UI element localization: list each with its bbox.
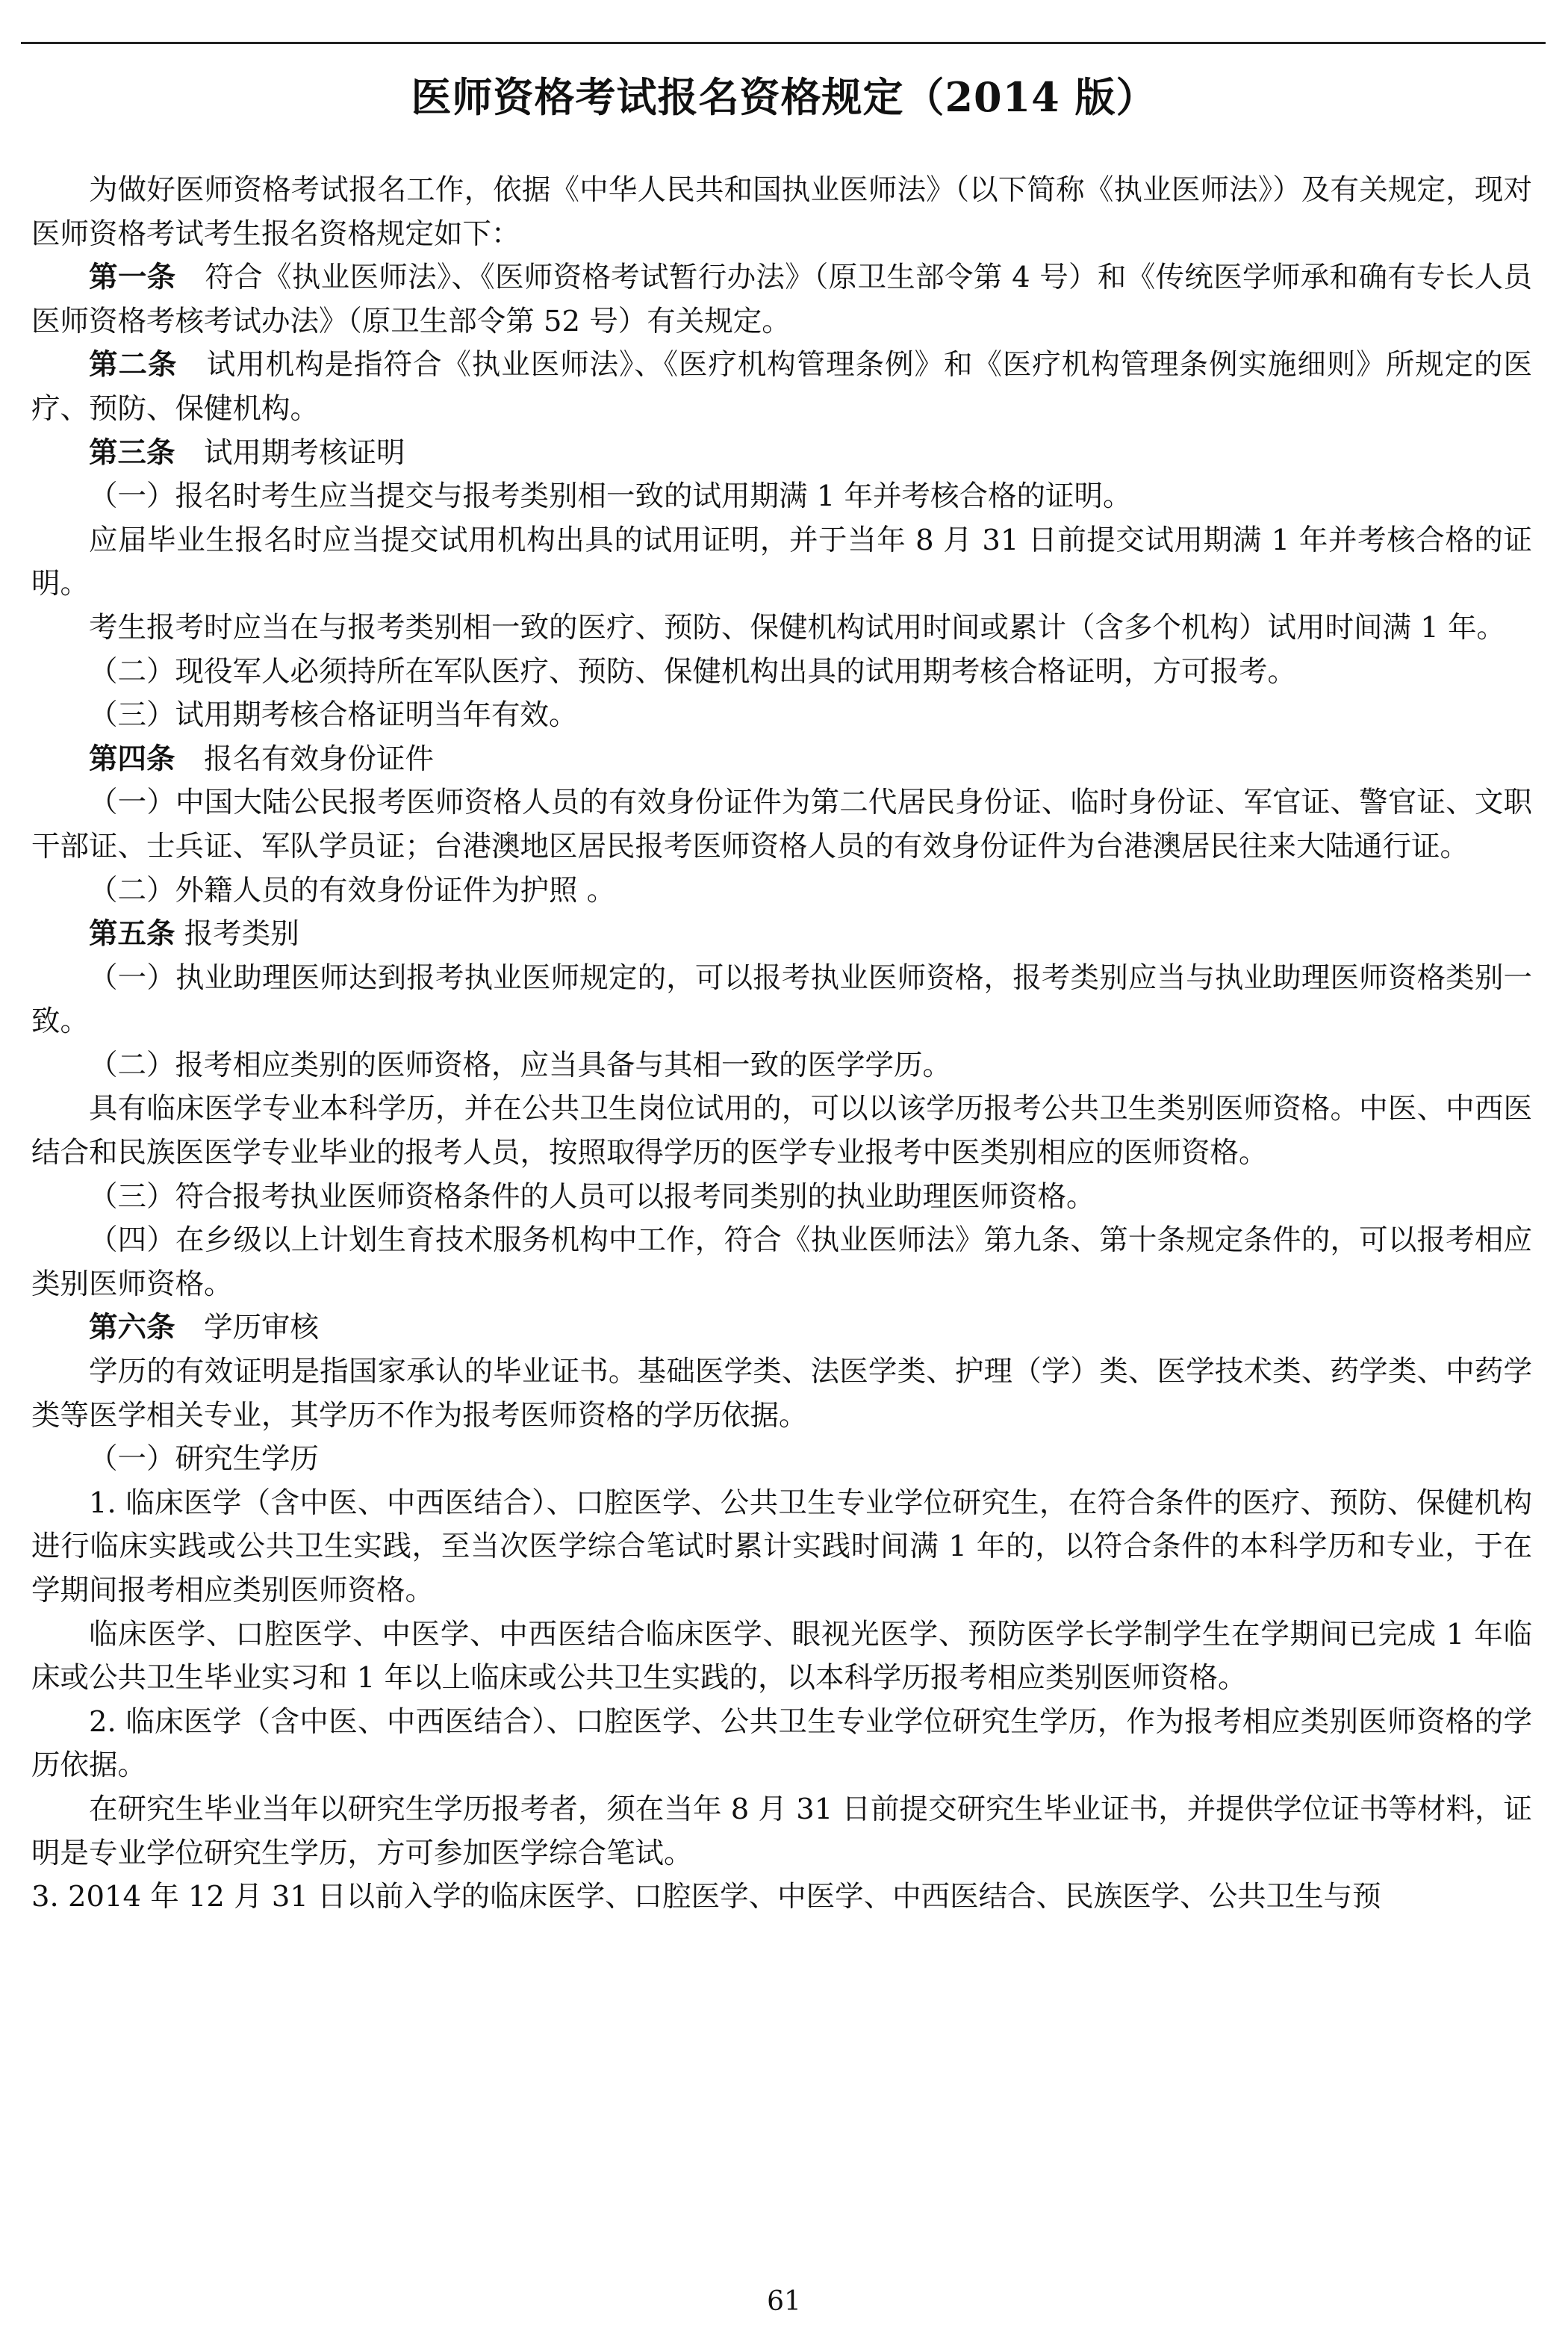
top-rule <box>21 42 1546 44</box>
paragraph: 3. 2014 年 12 月 31 日以前入学的临床医学、口腔医学、中医学、中西医结合、民族医学、公共卫生与预 <box>31 1880 1381 1914</box>
article-label: 第三条 <box>89 435 175 470</box>
paragraph: （三）符合报考执业医师资格条件的人员可以报考同类别的执业助理医师资格。 <box>89 1179 1095 1214</box>
paragraph: 具有临床医学专业本科学历，并在公共卫生岗位试用的，可以以该学历报考公共卫生类别医师资格。中医、中西医结合和民族医医学专业毕业的报考人员，按照取得学历的医学专业报考中医类别相应的医师资格。 <box>31 1092 1532 1170</box>
article-6: 第六条 学历审核 <box>89 1311 320 1345</box>
paragraph: （四）在乡级以上计划生育技术服务机构中工作，符合《执业医师法》第九条、第十条规定条件的，可以报考相应类别医师资格。 <box>31 1223 1532 1301</box>
article-4: 第四条 报名有效身份证件 <box>89 742 435 776</box>
paragraph: 1. 临床医学（含中医、中西医结合）、口腔医学、公共卫生专业学位研究生，在符合条件的医疗、预防、保健机构进行临床实践或公共卫生实践，至当次医学综合笔试时累计实践时间满 1 年的，以符合条件的本科学历和专业，于在学期间报考相应类别医师资格。 <box>31 1486 1532 1607</box>
document-title: 医师资格考试报名资格规定（2014 版） <box>411 73 1157 121</box>
article-1: 第一条 符合《执业医师法》、《医师资格考试暂行办法》（原卫生部令第 4 号）和《传统医学师承和确有专长人员医师资格考核考试办法》（原卫生部令第 52 号）有关规定。 <box>31 261 1532 338</box>
paragraph: 在研究生毕业当年以研究生学历报考者，须在当年 8 月 31 日前提交研究生毕业证书，并提供学位证书等材料，证明是专业学位研究生学历，方可参加医学综合笔试。 <box>31 1792 1532 1870</box>
paragraph: 应届毕业生报名时应当提交试用机构出具的试用证明，并于当年 8 月 31 日前提交试用期满 1 年并考核合格的证明。 <box>31 523 1532 601</box>
article-label: 第二条 <box>89 348 178 382</box>
article-label: 第一条 <box>89 261 176 295</box>
page-number: 61 <box>767 2286 801 2317</box>
paragraph: （一）报名时考生应当提交与报考类别相一致的试用期满 1 年并考核合格的证明。 <box>89 480 1132 514</box>
document-body <box>31 169 1532 1920</box>
paragraph: （二）现役军人必须持所在军队医疗、预防、保健机构出具的试用期考核合格证明，方可报考。 <box>89 654 1297 689</box>
article-label: 第五条 <box>89 917 175 952</box>
paragraph: （一）中国大陆公民报考医师资格人员的有效身份证件为第二代居民身份证、临时身份证、军官证、警官证、文职干部证、士兵证、军队学员证；台港澳地区居民报考医师资格人员的有效身份证件为台港澳居民往来大陆通行证。 <box>31 786 1532 863</box>
paragraph: （三）试用期考核合格证明当年有效。 <box>89 698 578 733</box>
paragraph: 2. 临床医学（含中医、中西医结合）、口腔医学、公共卫生专业学位研究生学历，作为报考相应类别医师资格的学历依据。 <box>31 1704 1532 1783</box>
paragraph: 为做好医师资格考试报名工作，依据《中华人民共和国执业医师法》（以下简称《执业医师法》）及有关规定，现对医师资格考试考生报名资格规定如下： <box>31 173 1532 251</box>
article-label: 第六条 <box>89 1311 175 1345</box>
paragraph: 临床医学、口腔医学、中医学、中西医结合临床医学、眼视光医学、预防医学长学制学生在学期间已完成 1 年临床或公共卫生毕业实习和 1 年以上临床或公共卫生实践的，以本科学历报考相应类别医师资格。 <box>31 1617 1532 1695</box>
paragraph: （二）外籍人员的有效身份证件为护照 。 <box>89 873 616 907</box>
paragraph: （一）研究生学历 <box>89 1442 320 1477</box>
article-2: 第二条 试用机构是指符合《执业医师法》、《医疗机构管理条例》和《医疗机构管理条例实施细则》所规定的医疗、预防、保健机构。 <box>31 348 1532 426</box>
paragraph: （一）执业助理医师达到报考执业医师规定的，可以报考执业医师资格，报考类别应当与执业助理医师资格类别一致。 <box>31 961 1532 1039</box>
article-3: 第三条 试用期考核证明 <box>89 435 405 470</box>
paragraph: （二）报考相应类别的医师资格，应当具备与其相一致的医学学历。 <box>89 1048 952 1082</box>
paragraph: 学历的有效证明是指国家承认的毕业证书。基础医学类、法医学类、护理（学）类、医学技术类、药学类、中药学类等医学相关专业，其学历不作为报考医师资格的学历依据。 <box>31 1355 1532 1433</box>
article-5: 第五条 报考类别 <box>89 917 299 952</box>
article-label: 第四条 <box>89 742 175 776</box>
paragraph: 考生报考时应当在与报考类别相一致的医疗、预防、保健机构试用时间或累计（含多个机构）试用时间满 1 年。 <box>89 610 1505 645</box>
